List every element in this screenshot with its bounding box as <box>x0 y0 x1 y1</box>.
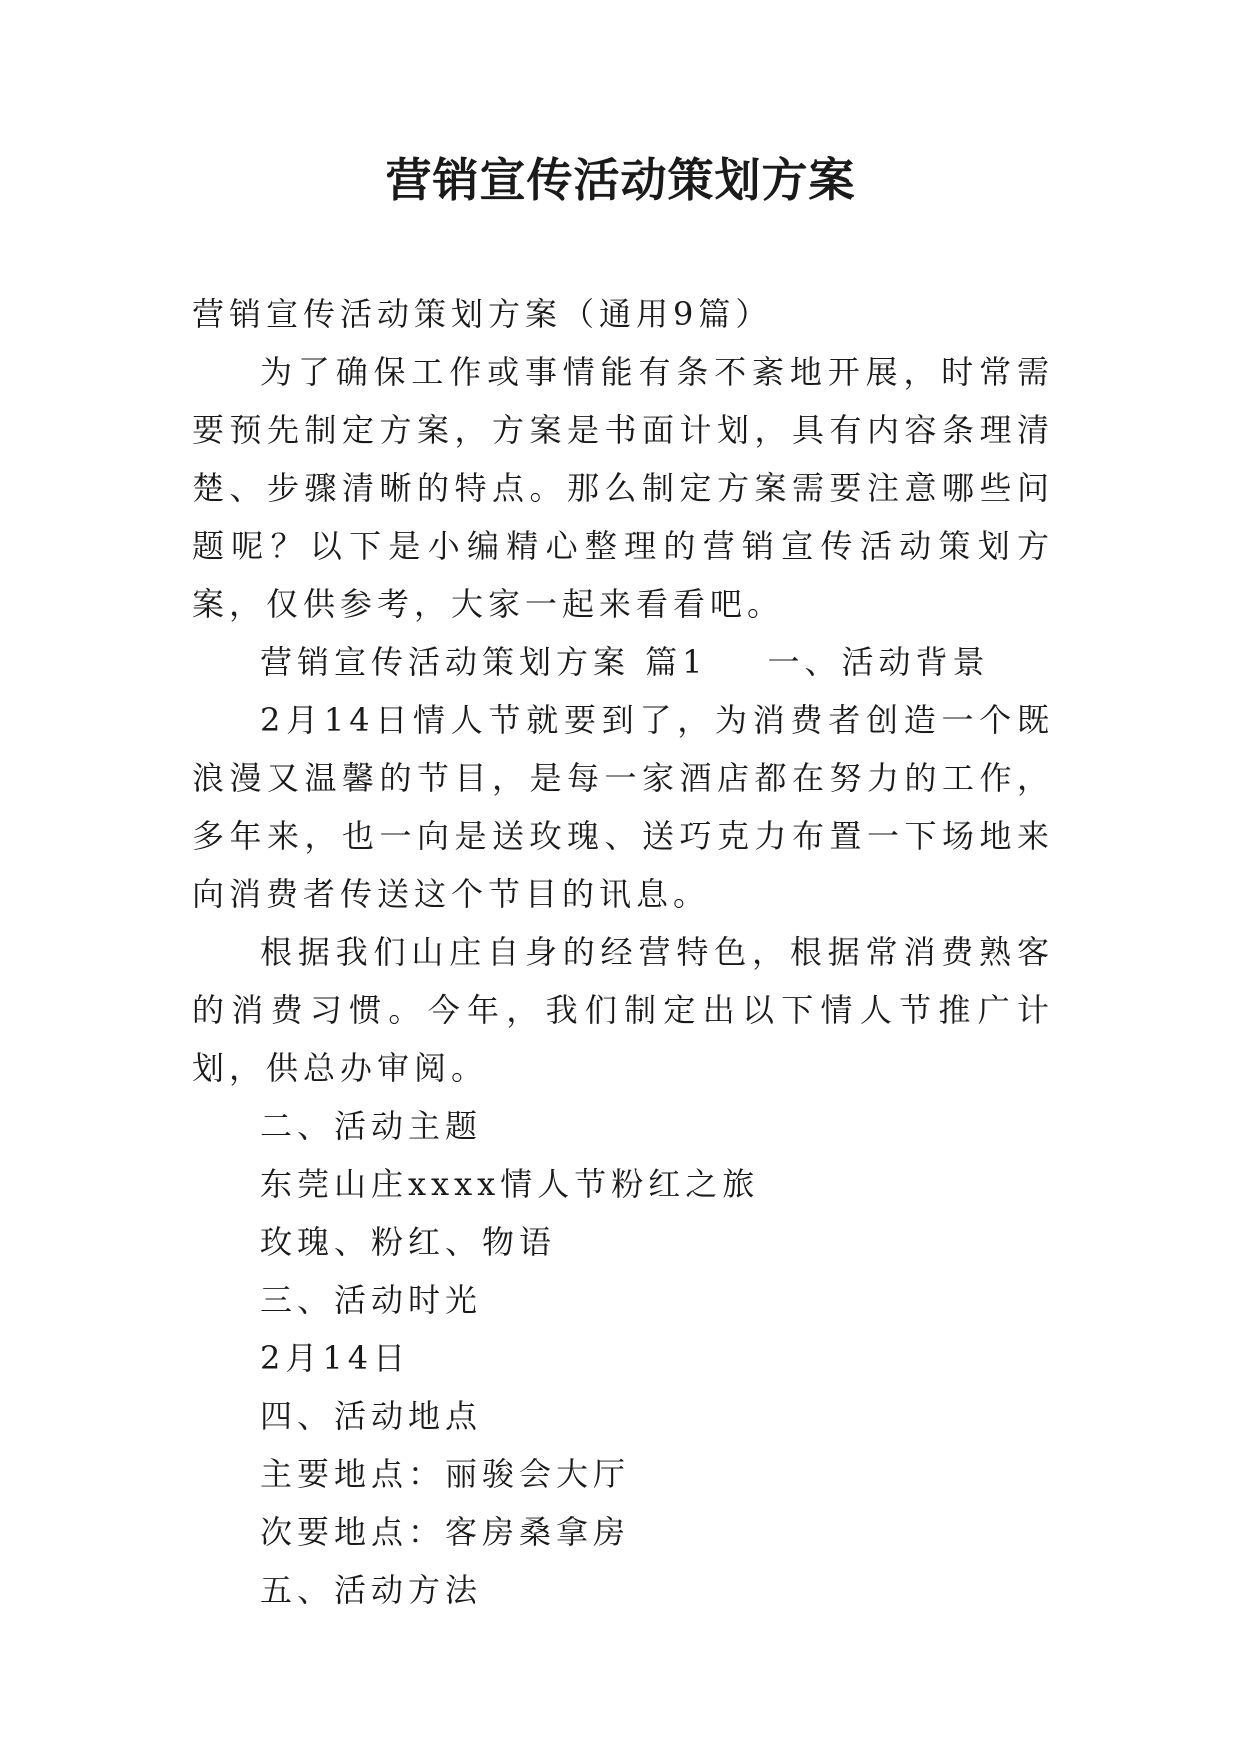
place-heading: 四、活动地点 <box>260 1397 483 1435</box>
place-secondary: 次要地点：客房桑拿房 <box>260 1513 631 1551</box>
intro-paragraph: 为了确保工作或事情能有条不紊地开展，时常需要预先制定方案，方案是书面计划，具有内容条理清楚、步骤清晰的特点。那么制定方案需要注意哪些问题呢？以下是小编精心整理的营销宣传活动策划方案，仅供参考，大家一起来看看吧。 <box>192 353 1054 623</box>
time-value: 2月14日 <box>260 1339 411 1377</box>
theme-heading: 二、活动主题 <box>260 1107 483 1145</box>
document-subtitle: 营销宣传活动策划方案（通用9篇） <box>192 295 773 333</box>
theme-line-2: 玫瑰、粉红、物语 <box>260 1223 557 1261</box>
section-heading-line <box>192 633 1054 691</box>
background-paragraph-1: 2月14日情人节就要到了，为消费者创造一个既浪漫又温馨的节目，是每一家酒店都在努力的工作，多年来，也一向是送玫瑰、送巧克力布置一下场地来向消费者传送这个节目的讯息。 <box>192 701 1054 913</box>
document-title: 营销宣传活动策划方案 <box>385 153 856 207</box>
background-heading: 一、活动背景 <box>767 643 990 681</box>
time-heading: 三、活动时光 <box>260 1281 483 1319</box>
theme-line-1: 东莞山庄xxxx情人节粉红之旅 <box>260 1165 760 1203</box>
method-heading: 五、活动方法 <box>260 1571 483 1609</box>
document-body <box>192 285 1054 1619</box>
place-main: 主要地点：丽骏会大厅 <box>260 1455 631 1493</box>
section-heading: 营销宣传活动策划方案 篇1 <box>260 643 708 681</box>
background-paragraph-2: 根据我们山庄自身的经营特色，根据常消费熟客的消费习惯。今年，我们制定出以下情人节推广计划，供总办审阅。 <box>192 933 1054 1087</box>
